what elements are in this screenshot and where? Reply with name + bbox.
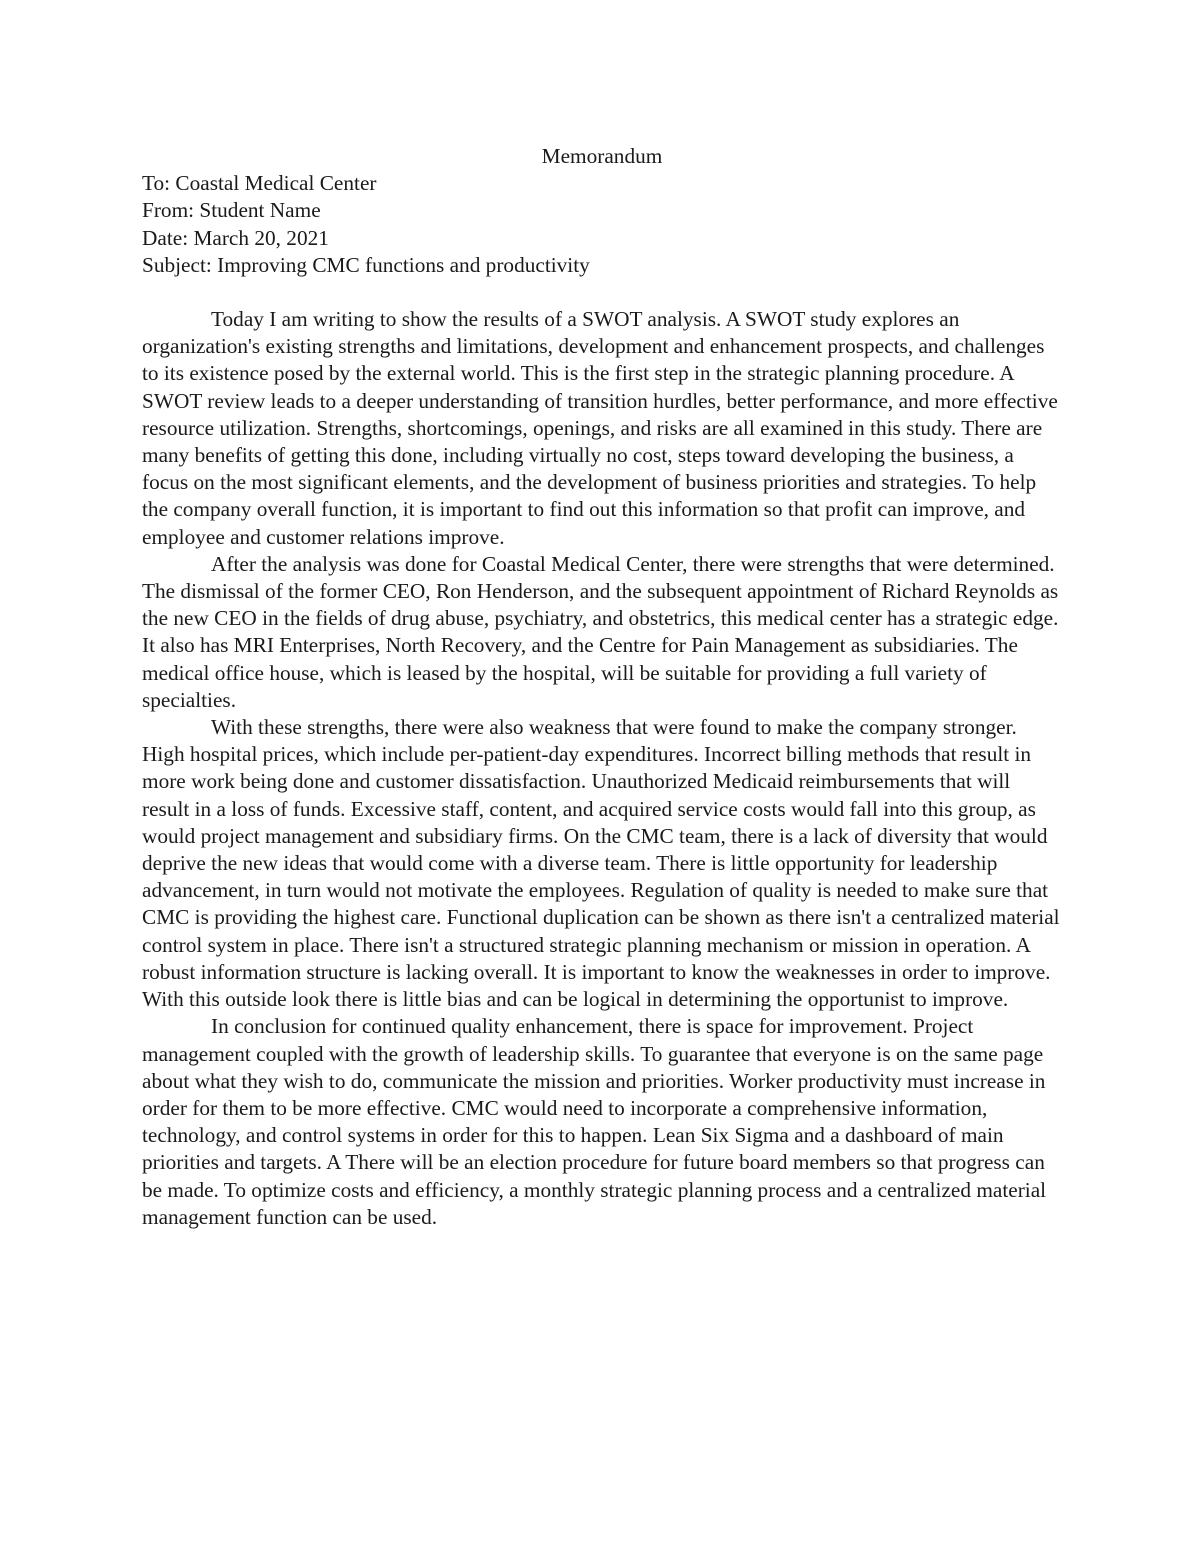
paragraph-intro: Today I am writing to show the results of a SWOT analysis. A SWOT study explores an organization's existing strengths and limitations, development and enhancement prospects, and challenges to its existence posed by the external world. This is the first step in the strategic planning procedure. A SWOT review leads to a deeper understanding of transition hurdles, better performance, and more effective resource utilization. Strengths, shortcomings, openings, and risks are all examined in this study. There are many benefits of getting this done, including virtually no cost, steps toward developing the business, a focus on the most significant elements, and the development of business priorities and strategies. To help the company overall function, it is important to find out this information so that profit can improve, and employee and customer relations improve. <box>142 307 1058 549</box>
memo-to-line: To: Coastal Medical Center <box>142 171 377 196</box>
paragraph-conclusion: In conclusion for continued quality enhancement, there is space for improvement. Project management coupled with the growth of leadership skills. To guarantee that everyone is on the same page about what they wish to do, communicate the mission and priorities. Worker productivity must increase in order for them to be more effective. CMC would need to incorporate a comprehensive information, technology, and control systems in order for this to happen. Lean Six Sigma and a dashboard of main priorities and targets. A There will be an election procedure for future board members so that progress can be made. To optimize costs and efficiency, a monthly strategic planning process and a centralized material management function can be used. <box>142 1014 1047 1229</box>
memo-subject-line: Subject: Improving CMC functions and productivity <box>142 252 590 277</box>
memo-content <box>142 143 1062 1231</box>
paragraph-weaknesses: With these strengths, there were also weakness that were found to make the company stronger. High hospital prices, which include per-patient-day expenditures. Incorrect billing methods that result in more work being done and customer dissatisfaction. Unauthorized Medicaid reimbursements that will result in a loss of funds. Excessive staff, content, and acquired service costs would fall into this group, as would project management and subsidiary firms. On the CMC team, there is a lack of diversity that would deprive the new ideas that would come with a diverse team. There is little opportunity for leadership advancement, in turn would not motivate the employees. Regulation of quality is needed to make sure that CMC is providing the highest care. Functional duplication can be shown as there isn't a centralized material control system in place. There isn't a structured strategic planning mechanism or mission in operation. A robust information structure is lacking overall. It is important to know the weaknesses in order to improve. With this outside look there is little bias and can be logical in determining the opportunist to improve. <box>142 715 1060 1012</box>
memo-title: Memorandum <box>541 144 663 168</box>
paragraph-strengths: After the analysis was done for Coastal Medical Center, there were strengths that were determined. The dismissal of the former CEO, Ron Henderson, and the subsequent appointment of Richard Reynolds as the new CEO in the fields of drug abuse, psychiatry, and obstetrics, this medical center has a strategic edge. It also has MRI Enterprises, North Recovery, and the Centre for Pain Management as subsidiaries. The medical office house, which is leased by the hospital, will be suitable for providing a full variety of specialties. <box>142 551 1059 712</box>
memo-from-line: From: Student Name <box>142 198 321 223</box>
header-body-spacer <box>142 279 1062 306</box>
memo-date-line: Date: March 20, 2021 <box>142 225 329 250</box>
